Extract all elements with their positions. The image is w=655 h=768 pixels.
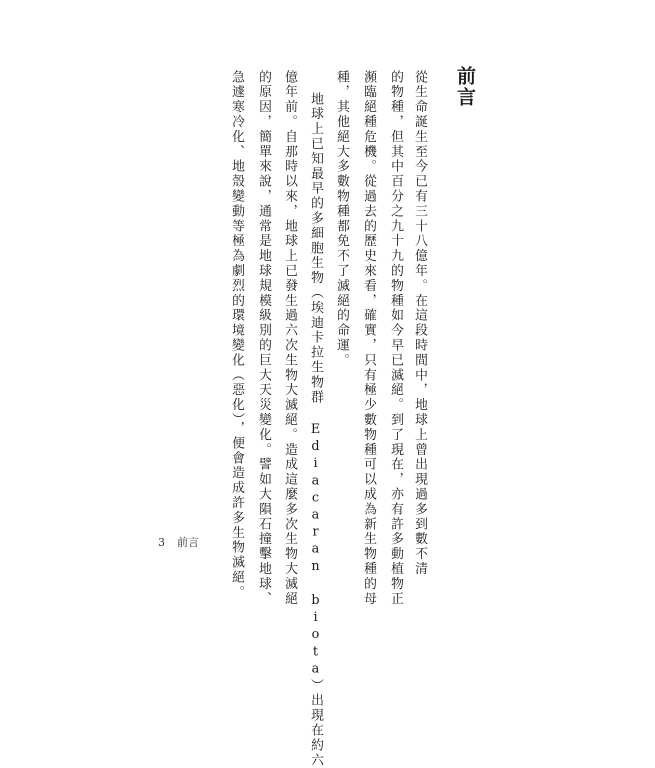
running-title: 前言 [177,536,199,549]
paragraph-column: 種，其他絕大多數物種都免不了滅絕的命運。 [334,70,349,368]
page-number: 3 [158,536,165,549]
paragraph-column: 的原因，簡單來說，通常是地球規模級別的巨大天災變化。譬如大隕石撞擊地球、 [256,70,271,607]
page-footer [158,534,199,550]
paragraph-column: 地球上已知最早的多細胞生物（埃迪卡拉生物群 Ediacaran biota）出現在約六 [308,92,323,768]
paragraph-column: 瀕臨絕種危機。從過去的歷史來看，確實，只有極少數物種可以成為新生物種的母 [361,70,376,607]
paragraph-column: 的物種，但其中百分之九十九的物種如今早已滅絕。到了現在，亦有許多動植物正 [388,70,403,607]
paragraph-column: 急遽寒冷化、地殼變動等極為劇烈的環境變化（惡化），便會造成許多生物滅絕。 [229,70,244,600]
chapter-title: 前言 [454,66,476,108]
paragraph-column: 億年前。自那時以來，地球上已發生過六次生物大滅絕。造成這麼多次生物大滅絕 [282,70,297,607]
paragraph-column: 從生命誕生至今已有三十八億年。在這段時間中，地球上曾出現過多到數不清 [412,70,427,577]
